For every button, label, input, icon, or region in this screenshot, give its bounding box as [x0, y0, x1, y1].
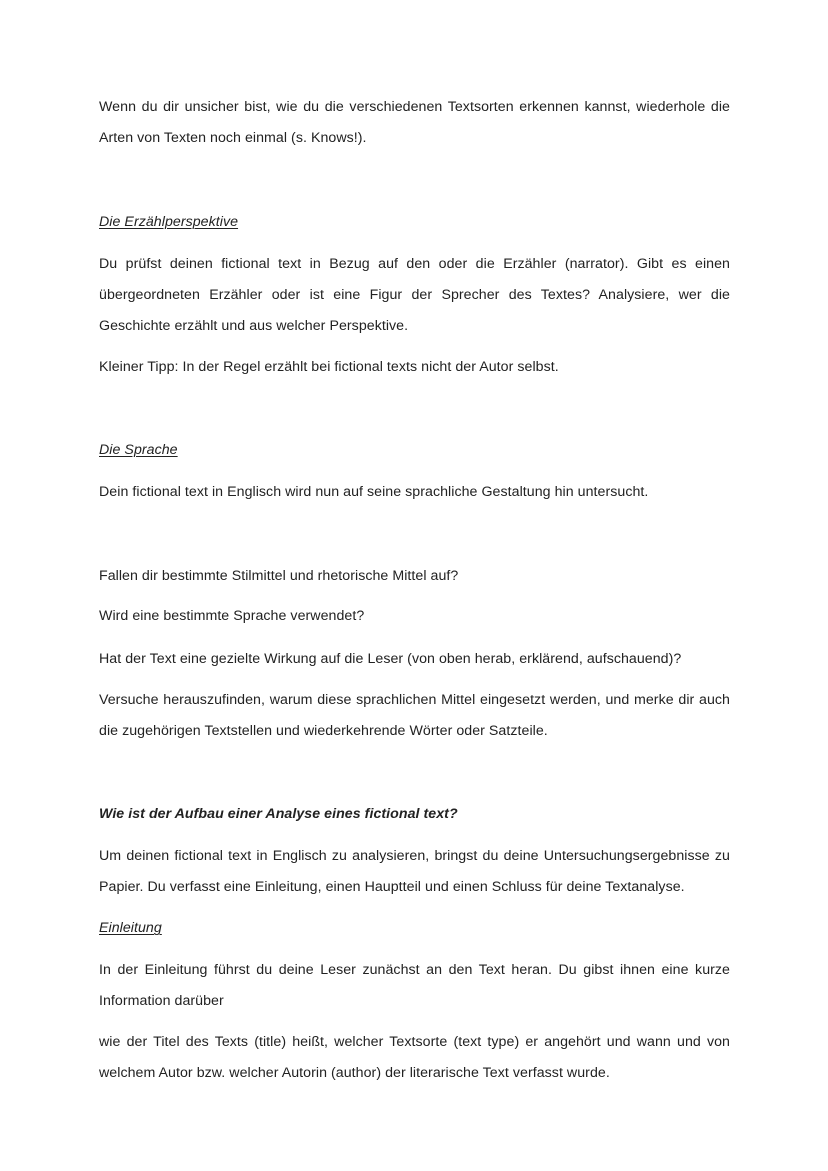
heading-erzaehlperspektive: Die Erzählperspektive	[99, 214, 239, 230]
question-sprache: Wird eine bestimmte Sprache verwendet?	[99, 608, 365, 624]
sprache-paragraph: Dein fictional text in Englisch wird nun auf seine sprachliche Gestaltung hin untersucht.	[99, 484, 649, 500]
question-stilmittel: Fallen dir bestimmte Stilmittel und rhetorische Mittel auf?	[99, 568, 459, 584]
question-wirkung: Hat der Text eine gezielte Wirkung auf die Leser (von oben herab, erklärend, aufschauend)?	[99, 651, 682, 667]
intro-paragraph: Wenn du dir unsicher bist, wie du die verschiedenen Textsorten erkennen kannst, wiederhole die Arten von Texten noch einmal (s. Knows!).	[99, 99, 730, 146]
heading-sprache: Die Sprache	[99, 442, 178, 458]
perspektive-paragraph: Du prüfst deinen fictional text in Bezug auf den oder die Erzähler (narrator). Gibt es einen übergeordneten Erzähler oder ist eine Figur der Sprecher des Textes? Analysiere, wer die Geschichte erzählt und aus welcher Perspektive.	[99, 256, 730, 334]
heading-einleitung: Einleitung	[99, 920, 162, 936]
aufbau-paragraph: Um deinen fictional text in Englisch zu analysieren, bringst du deine Untersuchungsergebnisse zu Papier. Du verfasst eine Einleitung, einen Hauptteil und einen Schluss für deine Textanalyse.	[99, 848, 730, 895]
einleitung-paragraph: In der Einleitung führst du deine Leser zunächst an den Text heran. Du gibst ihnen eine kurze Information darüber	[99, 962, 730, 1009]
tipp-paragraph: Kleiner Tipp: In der Regel erzählt bei fictional texts nicht der Autor selbst.	[99, 359, 559, 375]
einleitung-details-paragraph: wie der Titel des Texts (title) heißt, welcher Textsorte (text type) er angehört und wann und von welchem Autor bzw. welcher Autorin (author) der literarische Text verfasst wurde.	[99, 1034, 730, 1081]
versuche-paragraph: Versuche herauszufinden, warum diese sprachlichen Mittel eingesetzt werden, und merke dir auch die zugehörigen Textstellen und wiederkehrende Wörter oder Satzteile.	[99, 692, 730, 739]
heading-aufbau: Wie ist der Aufbau einer Analyse eines fictional text?	[99, 806, 458, 822]
